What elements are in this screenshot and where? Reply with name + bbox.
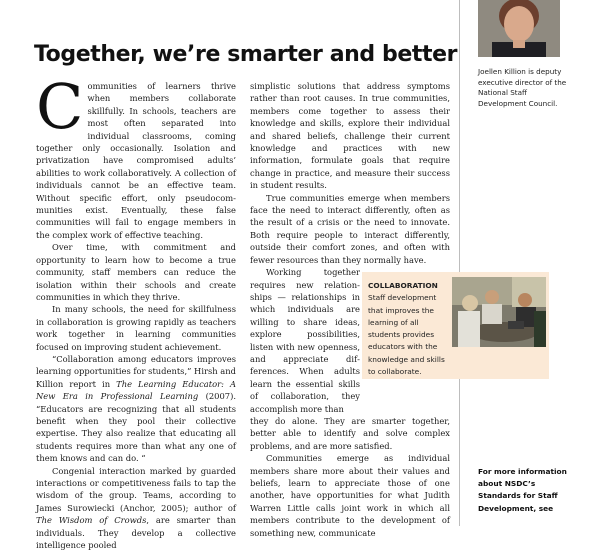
- book-title-wisdom-of-crowds: The Wisdom of Crowds: [36, 515, 147, 526]
- paragraph-6: simplistic solutions that address symptoms rather than root causes. In true communities, members come together to assess their knowledge and skills, explore their individual and shared beliefs, challenge their current knowledge and practices with new information, formulate goals that require change in practice, and measure their success in student results.: [250, 81, 450, 191]
- paragraph-1: [36, 70, 236, 241]
- p5-after: , are smarter than individuals. They develop a collective intelligence pooled: [36, 515, 236, 551]
- paragraph-9: Communities emerge as individual members share more about their values and beliefs, learn to appreciate those of one another, have opportunities for what Judith Warren Little calls joint work in which all members contribute to the development of something new, communicate: [250, 453, 450, 538]
- quote-after: (2007). “Educators are recognizing that all students benefit when they pool their collective expertise. They also realize that educating all students requires more than what any one of them knows and can do. “: [36, 391, 236, 464]
- book-title-learning-educator: The Learning Educator: A New Era in Professional Learning: [36, 378, 236, 402]
- callout-text: [368, 280, 448, 378]
- callout-heading: COLLABORATION: [368, 281, 438, 290]
- column-divider: [459, 0, 460, 526]
- meeting-photo-image: [452, 277, 546, 347]
- paragraph-8-wrap: Working together requires new relationships — relationships in which individuals are willing to share ideas, explore possibilities, listen with new openness, and appreciate differences. When adults learn the essential skills of collaboration, they accomplish more than: [250, 267, 360, 414]
- author-bio: Joellen Killion is deputy executive director of the National Staff Development Council.: [478, 67, 567, 108]
- paragraph-7: True communities emerge when members face the need to interact differently, often as the result of a crisis or the need to innovate. Both require people to interact differently, outside their comfort zones, and often with fewer resources than they normally have.: [250, 192, 450, 265]
- drop-cap: C: [36, 70, 84, 143]
- paragraph-1-text: ommunities of learners thrive when members collaborate skillfully. In schools, teachers are most often separated into individual classrooms, coming together only occasionally. Isolation and privatization have compromised adults’ abilities to work collaboratively. A collection of individuals cannot be an effective team. Without specific effort, only pseudocommunities exist. Eventually, these false communities will fail to engage members in the complex work of effective teaching.: [36, 81, 236, 240]
- author-portrait-image: [478, 0, 560, 57]
- paragraph-5: [36, 465, 236, 551]
- meeting-photo: [452, 277, 546, 347]
- more-info-text: For more information about NSDC’s Standards for Staff Development, see: [478, 467, 567, 513]
- author-portrait: [478, 0, 560, 57]
- quote-before: “Collaboration among educators improves learning opportunities for students,” Hirsh and Killion report in: [36, 353, 236, 389]
- paragraph-2: Over time, with commitment and opportunity to learn how to become a true community, staff members can reduce the isolation within their schools and create communities in which they thrive.: [36, 242, 236, 302]
- paragraph-4: [36, 353, 236, 465]
- paragraph-3: In many schools, the need for skillfulness in collaboration is growing rapidly as teachers work together in learning communities focused on improving student achievement.: [36, 304, 236, 352]
- callout-body: Staff development that improves the learning of all students provides educators with the knowledge and skills to collaborate.: [368, 293, 445, 377]
- p5-before: Congenial interaction marked by guarded interactions or competitiveness fails to tap the wisdom of the group. Teams, according to James Surowiecki (Anchor, 2005); author of: [36, 465, 236, 513]
- article-column-1: [36, 70, 236, 551]
- paragraph-8-tail: they do alone. They are smarter together, better able to identify and solve complex problems, and are more satisfied.: [250, 415, 450, 451]
- article-title: Together, we’re smarter and better: [34, 41, 458, 67]
